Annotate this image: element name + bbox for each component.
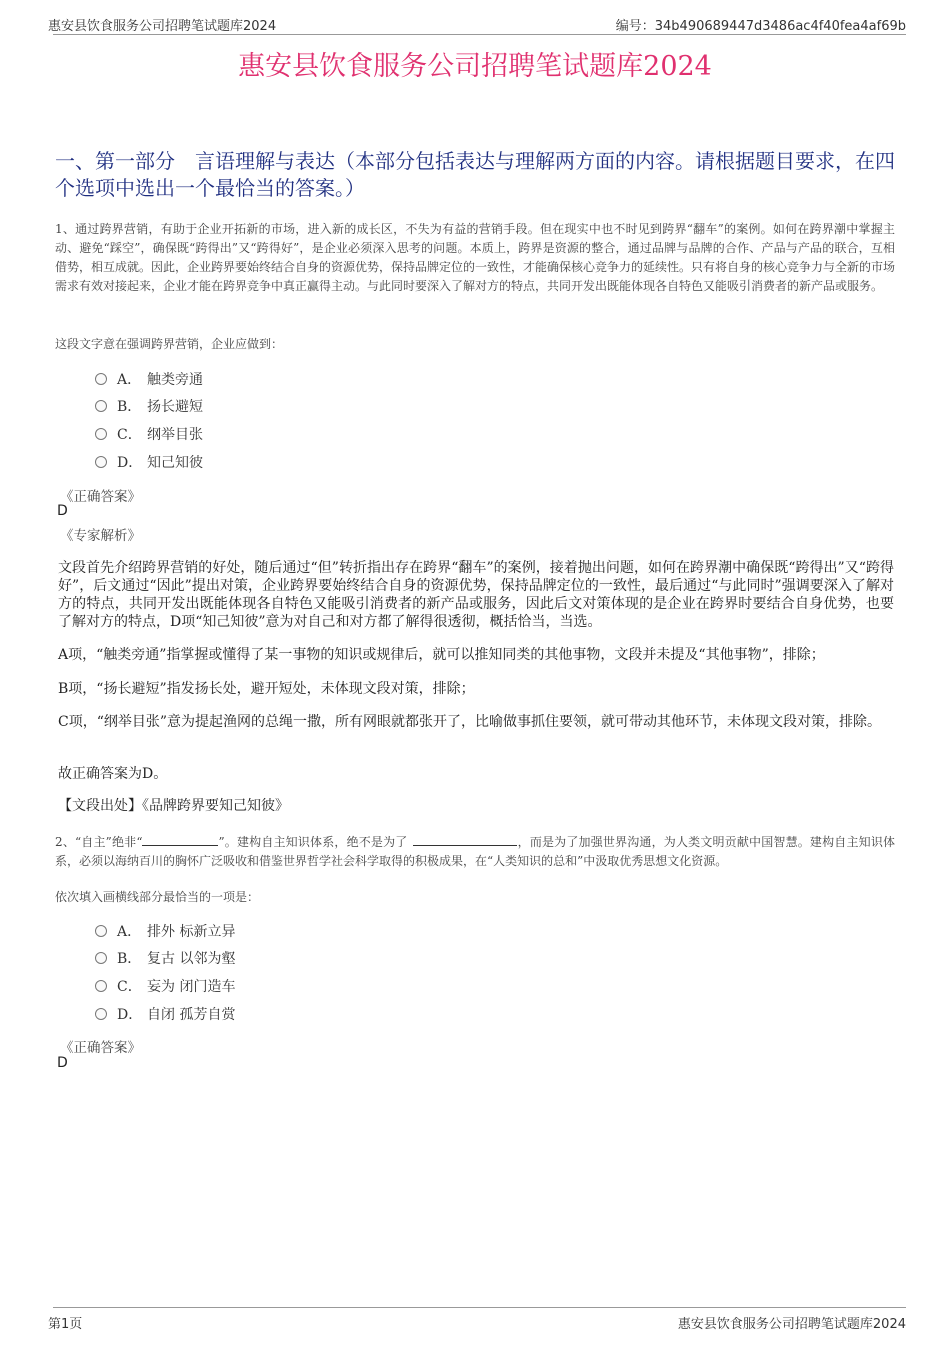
option-label: D．	[117, 455, 143, 471]
header-left-title: 惠安县饮食服务公司招聘笔试题库2024	[48, 19, 277, 34]
radio-icon[interactable]	[95, 1008, 107, 1020]
option-text: 触类旁通	[147, 372, 203, 388]
q1-passage: 1、通过跨界营销，有助于企业开拓新的市场，进入新的成长区，不失为有益的营销手段。但在现实中也不时见到跨界“翻车”的案例。如何在跨界潮中掌握主动、避免“踩空”，确保既“跨得出”又“跨得好”，是企业必须深入思考的问题。本质上，跨界是资源的整合，通过品牌与品牌的合作、产品与产品的联合，互相借势，相互成就。因此，企业跨界要始终结合自身的资源优势，保持品牌定位的一致性，才能确保核心竞争力的延续性。只有将自身的核心竞争力与全新的市场需求有效对接起来，企业才能在跨界竞争中真正赢得主动。与此同时要深入了解对方的特点，共同开发出既能体现各自特色又能吸引消费者的新产品或服务。	[55, 222, 896, 293]
q2-answer: D	[57, 1055, 68, 1071]
option-text: 纲举目张	[147, 427, 203, 443]
q2-blank-2	[413, 833, 517, 846]
radio-icon[interactable]	[95, 456, 107, 468]
q2-answer-label: 《正确答案》	[60, 1040, 141, 1056]
q1-prompt: 这段文字意在强调跨界营销，企业应做到：	[55, 337, 284, 351]
q1-analysis-paragraph: 文段首先介绍跨界营销的好处，随后通过“但”转折指出存在跨界“翻车”的案例，接着抛出问题，如何在跨界潮中确保既“跨得出”又“跨得好”，后文通过“因此”提出对策，企业跨界要始终结合自身的资源优势，保持品牌定位的一致性，最后通过“与此同时”强调要深入了解对方的特点，共同开发出既能体现各自特色又能吸引消费者的新产品或服务，因此后文对策体现的是企业在跨界时要结合自身优势，也要了解对方的特点，D项“知己知彼”意为对自己和对方都了解得很透彻，概括恰当，当选。	[58, 560, 894, 630]
option-text: 自闭 孤芳自赏	[147, 1007, 236, 1023]
option-text: 知己知彼	[147, 455, 203, 471]
q1-option-d[interactable]	[95, 453, 203, 473]
option-text: 复古 以邻为壑	[147, 951, 236, 967]
radio-icon[interactable]	[95, 373, 107, 385]
q1-option-c[interactable]	[95, 425, 203, 445]
q2-option-c[interactable]	[95, 977, 235, 997]
option-text: 扬长避短	[147, 399, 203, 415]
radio-icon[interactable]	[95, 400, 107, 412]
header-document-id: 编号：34b490689447d3486ac4f40fea4af69b	[615, 19, 906, 34]
option-label: C．	[117, 427, 142, 443]
q1-answer: D	[57, 503, 68, 519]
section-heading: 一、第一部分 言语理解与表达（本部分包括表达与理解两方面的内容。请根据题目要求，在四个选项中选出一个最恰当的答案。）	[55, 149, 895, 200]
q2-option-b[interactable]	[95, 949, 235, 969]
q1-option-a[interactable]	[95, 370, 203, 390]
q1-analysis-paragraph: B项，“扬长避短”指发扬长处，避开短处，未体现文段对策，排除；	[58, 681, 475, 697]
q2-text-part3: ，而是为了加强世界沟通，为人类文明贡献中国智慧。建构自主知识体系，必须以海纳百川的胸怀广泛吸收和借鉴世界哲学社会科学取得的积极成果，在“人类知识的总和”中汲取优秀思想文化资源。	[55, 835, 895, 868]
option-label: B．	[117, 399, 142, 415]
q2-text-part1: 2、“自主”绝非“	[55, 835, 143, 849]
q2-option-d[interactable]	[95, 1005, 235, 1025]
option-text: 妄为 闭门造车	[147, 979, 236, 995]
q2-prompt: 依次填入画横线部分最恰当的一项是：	[55, 890, 260, 904]
q1-analysis-conclusion: 故正确答案为D。	[58, 766, 168, 782]
option-label: D．	[117, 1007, 143, 1023]
footer-title: 惠安县饮食服务公司招聘笔试题库2024	[677, 1317, 906, 1332]
radio-icon[interactable]	[95, 980, 107, 992]
option-label: A．	[117, 372, 142, 388]
q1-analysis-label: 《专家解析》	[60, 528, 141, 544]
header-divider	[53, 34, 906, 35]
footer-divider	[53, 1307, 906, 1308]
option-label: A．	[117, 924, 142, 940]
radio-icon[interactable]	[95, 428, 107, 440]
footer-page-number: 第1页	[48, 1317, 83, 1332]
q1-source: 【文段出处】《品牌跨界要知己知彼》	[58, 798, 289, 814]
option-label: C．	[117, 979, 142, 995]
option-label: B．	[117, 951, 142, 967]
page-title: 惠安县饮食服务公司招聘笔试题库2024	[238, 51, 712, 82]
q1-option-b[interactable]	[95, 397, 203, 417]
q1-analysis-paragraph: A项，“触类旁通”指掌握或懂得了某一事物的知识或规律后，就可以推知同类的其他事物，文段并未提及“其他事物”，排除；	[58, 647, 825, 663]
q2-option-a[interactable]	[95, 922, 235, 942]
q2-blank-1	[142, 833, 218, 846]
q1-answer-label: 《正确答案》	[60, 489, 141, 505]
radio-icon[interactable]	[95, 952, 107, 964]
radio-icon[interactable]	[95, 925, 107, 937]
q2-text-part2: ”。建构自主知识体系，绝不是为了	[218, 835, 408, 849]
option-text: 排外 标新立异	[147, 924, 236, 940]
q1-analysis-paragraph: C项，“纲举目张”意为提起渔网的总绳一撒，所有网眼就都张开了，比喻做事抓住要领，就可带动其他环节，未体现文段对策，排除。	[58, 714, 882, 730]
q2-passage	[55, 833, 895, 871]
